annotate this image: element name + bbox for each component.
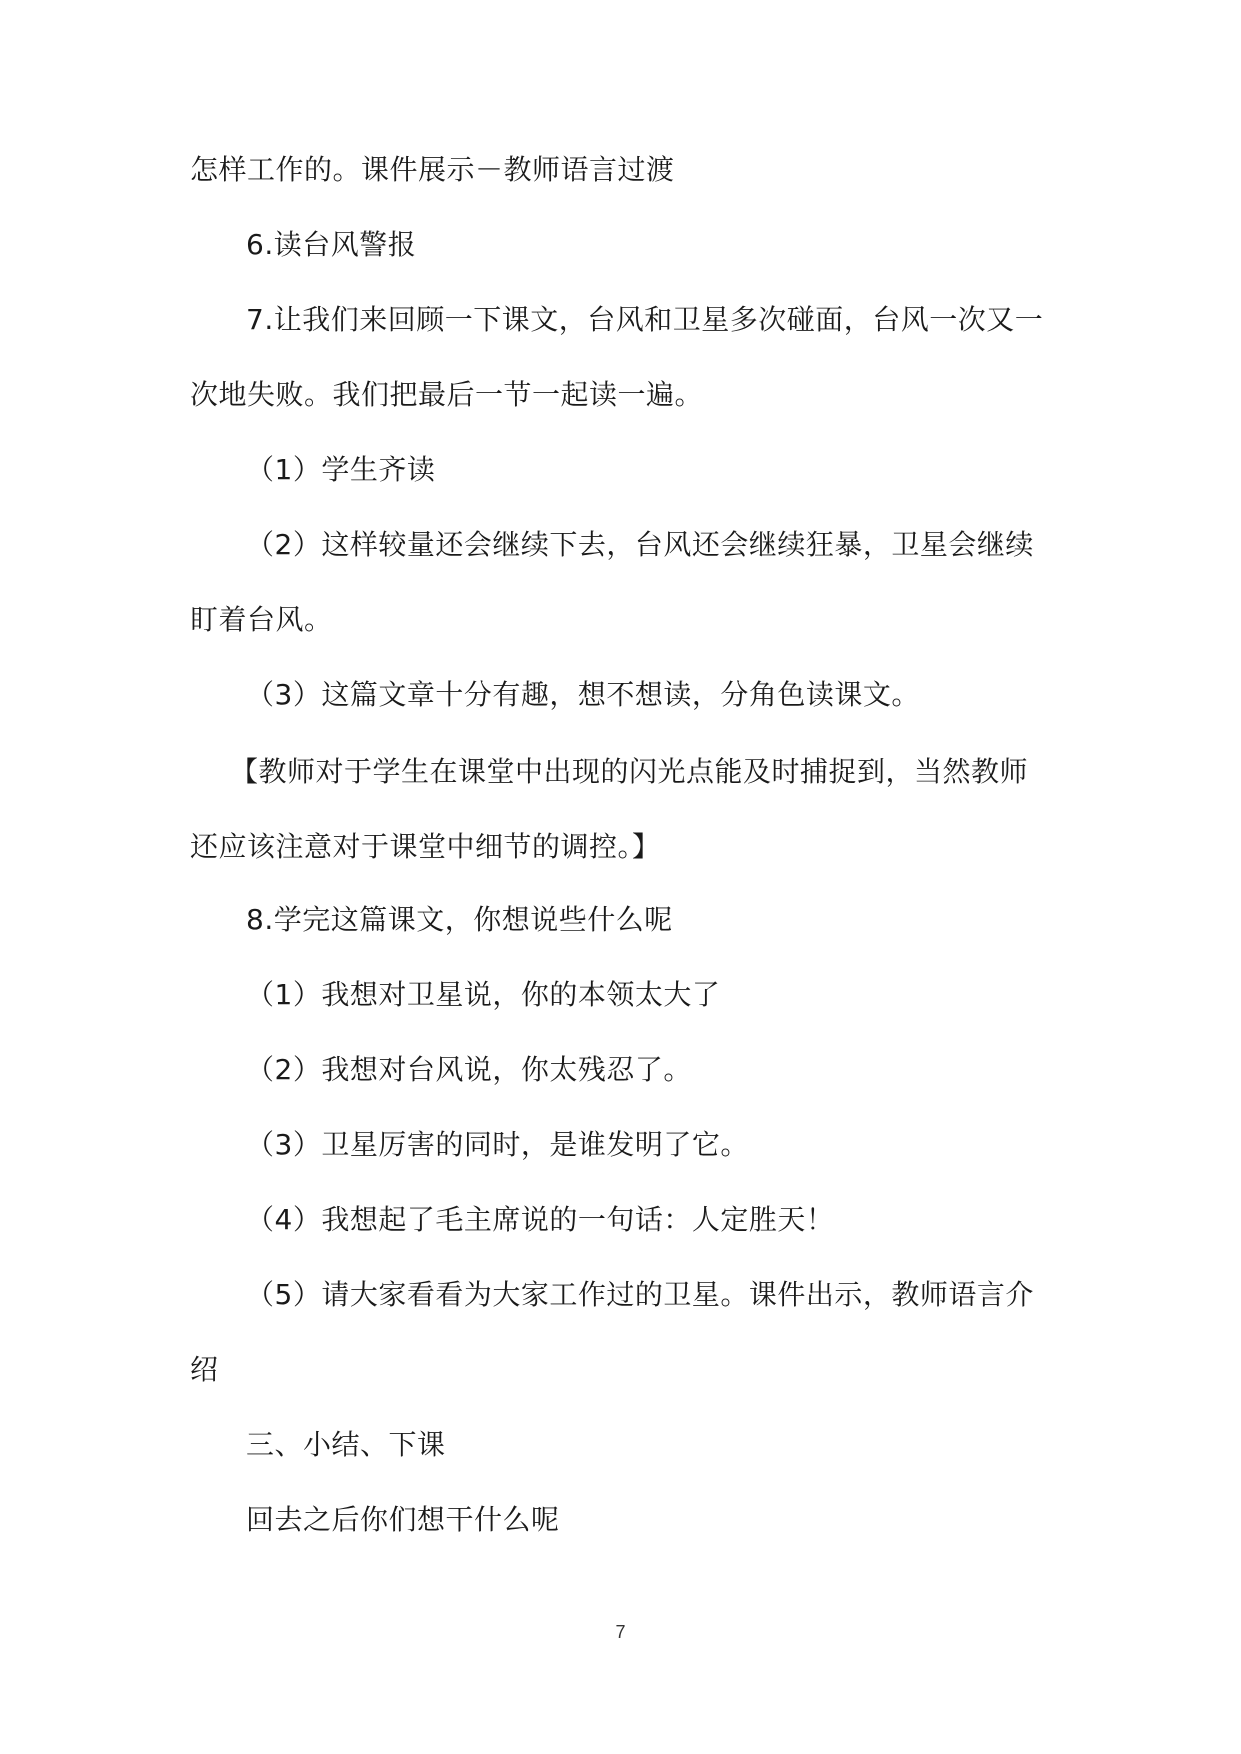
paragraph-line: 回去之后你们想干什么呢 [246,1503,560,1536]
paragraph-line: 7.让我们来回顾一下课文，台风和卫星多次碰面，台风一次又一 [246,303,1044,336]
paragraph-line: （2）这样较量还会继续下去，台风还会继续狂暴，卫星会继续 [246,528,1034,561]
paragraph-line: 【教师对于学生在课堂中出现的闪光点能及时捕捉到，当然教师 [230,755,1029,788]
paragraph-line: 次地失败。我们把最后一节一起读一遍。 [190,378,704,411]
paragraph-line: （5）请大家看看为大家工作过的卫星。课件出示，教师语言介 [246,1278,1034,1311]
paragraph-line: （3）这篇文章十分有趣，想不想读，分角色读课文。 [246,678,920,711]
paragraph-line: 6.读台风警报 [246,228,417,261]
paragraph-line: 还应该注意对于课堂中细节的调控。】 [190,830,661,863]
paragraph-line: （3）卫星厉害的同时，是谁发明了它。 [246,1128,749,1161]
paragraph-line: 8.学完这篇课文，你想说些什么呢 [246,903,673,936]
paragraph-line: 绍 [190,1353,219,1386]
paragraph-line: 盯着台风。 [190,603,333,636]
paragraph-line: （1）学生齐读 [246,453,436,486]
paragraph-line: （2）我想对台风说，你太残忍了。 [246,1053,692,1086]
paragraph-line: （1）我想对卫星说，你的本领太大了 [246,978,721,1011]
paragraph-line: （4）我想起了毛主席说的一句话：人定胜天！ [246,1203,835,1236]
section-heading: 三、小结、下课 [246,1428,446,1461]
page-number: 7 [615,1622,626,1642]
paragraph-line: 怎样工作的。课件展示－教师语言过渡 [190,153,675,186]
